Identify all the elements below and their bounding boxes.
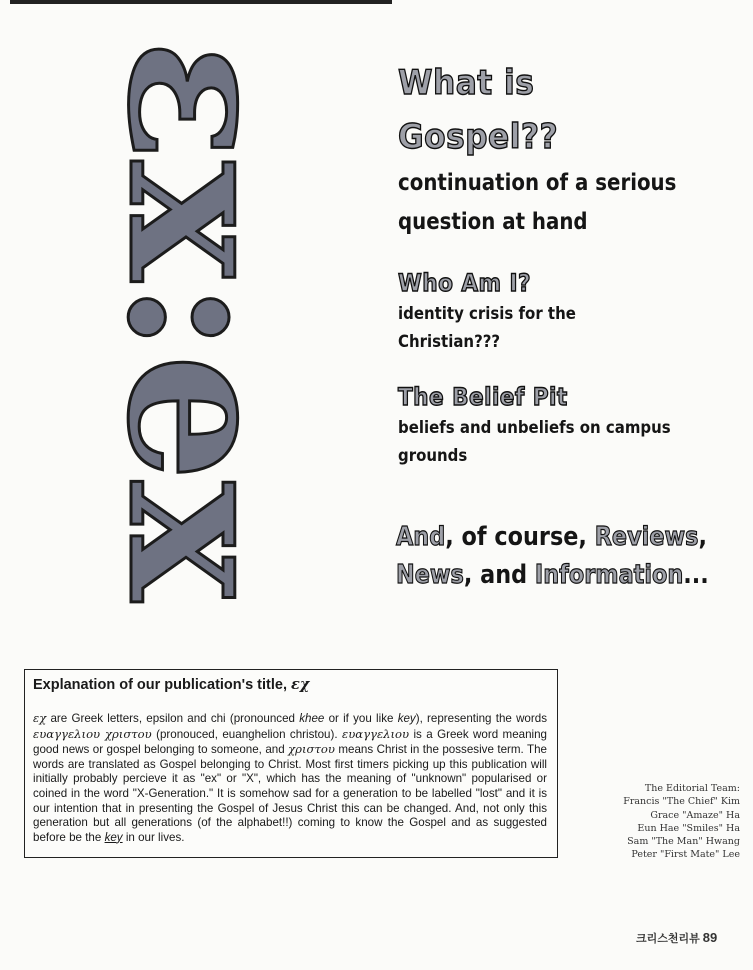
publication-logo: εx:ex: [83, 39, 318, 601]
closing-text-of-course: , of course,: [445, 522, 595, 552]
headline-2: Who Am I?: [398, 269, 531, 297]
closing-word-information: Information: [534, 560, 684, 590]
closing-word-news: News: [396, 560, 464, 590]
body-italic-key: key: [397, 712, 416, 725]
closing-text-and: , and: [463, 560, 535, 590]
greek-euanghelion-christou: ευαγγελιου χριστου: [33, 726, 152, 741]
greek-epsilon-chi: εχ: [33, 711, 47, 725]
team-heading: The Editorial Team:: [644, 783, 740, 794]
headline-2-subtitle-1: identity crisis for the: [398, 304, 576, 324]
editorial-team: [574, 782, 740, 862]
body-italic-khee: khee: [299, 712, 325, 725]
body-text-4: (pronouced, euanghelion christou).: [151, 727, 342, 741]
page-number: 89: [702, 930, 718, 945]
closing-word-and: And: [396, 522, 446, 552]
explanation-box: [24, 669, 558, 858]
headline-3-subtitle-2: grounds: [398, 446, 468, 466]
page-footer: [636, 930, 717, 946]
body-text-6: means Christ in the possesive term. The words are translated as Gospel belonging to Christ. Most first timers picking up this publication will initially probably percieve it as "ex" or "X", which has the meaning of "unknown" popularised or coined in the word "X-Generation." It is somehow sad for a generation to be labelled "lost" and it is our intention that in presenting the Gospel of Jesus Christ this can be changed. And, not only this generation but all generations (of the alphabet!!) coming to know the Gospel and as suggested before be the: [33, 743, 547, 844]
body-text-2: or if you like: [324, 712, 398, 725]
closing-headline: [396, 518, 709, 594]
headline-1-subtitle-1: continuation of a serious: [398, 170, 677, 196]
body-text-1: are Greek letters, epsilon and chi (pronounced: [46, 712, 300, 725]
headline-2-subtitle-2: Christian???: [398, 332, 501, 352]
team-member: Francis "The Chief" Kim: [623, 796, 740, 808]
closing-comma: ,: [698, 522, 707, 552]
headline-1-line-1: What is: [398, 63, 535, 103]
closing-ellipsis: ...: [683, 560, 709, 590]
greek-euanghelion: ευαγγελιου: [341, 726, 410, 741]
headlines: [398, 56, 743, 470]
body-italic-key-2: key: [104, 830, 123, 844]
headline-1-subtitle-2: question at hand: [398, 209, 588, 235]
body-text-5: is a Greek word meaning good news or gospel belonging to someone, and: [33, 727, 548, 757]
body-text-3: ), representing the words: [415, 712, 547, 725]
team-member: Sam "The Man" Hwang: [627, 836, 740, 848]
explanation-title: [33, 676, 547, 693]
explanation-title-text: Explanation of our publication's title,: [33, 677, 287, 693]
headline-1-line-2: Gospel??: [398, 117, 559, 157]
closing-line-1: [396, 518, 707, 556]
team-member: Grace "Amaze" Ha: [650, 809, 740, 821]
publication-name: 크리스천리뷰: [636, 933, 700, 945]
top-rule: [10, 0, 392, 4]
explanation-title-symbol: εχ: [291, 676, 310, 693]
headline-3: The Belief Pit: [398, 383, 568, 411]
greek-christou: χριστου: [288, 742, 335, 757]
team-member: Peter "First Mate" Lee: [631, 849, 740, 861]
headline-3-subtitle-1: beliefs and unbeliefs on campus: [398, 418, 671, 438]
body-text-7: in our lives.: [122, 830, 185, 844]
logo-area: [83, 39, 318, 601]
explanation-body: [33, 711, 547, 845]
team-member: Eun Hae "Smiles" Ha: [637, 822, 740, 834]
closing-line-2: [396, 556, 709, 594]
closing-word-reviews: Reviews: [594, 522, 699, 552]
